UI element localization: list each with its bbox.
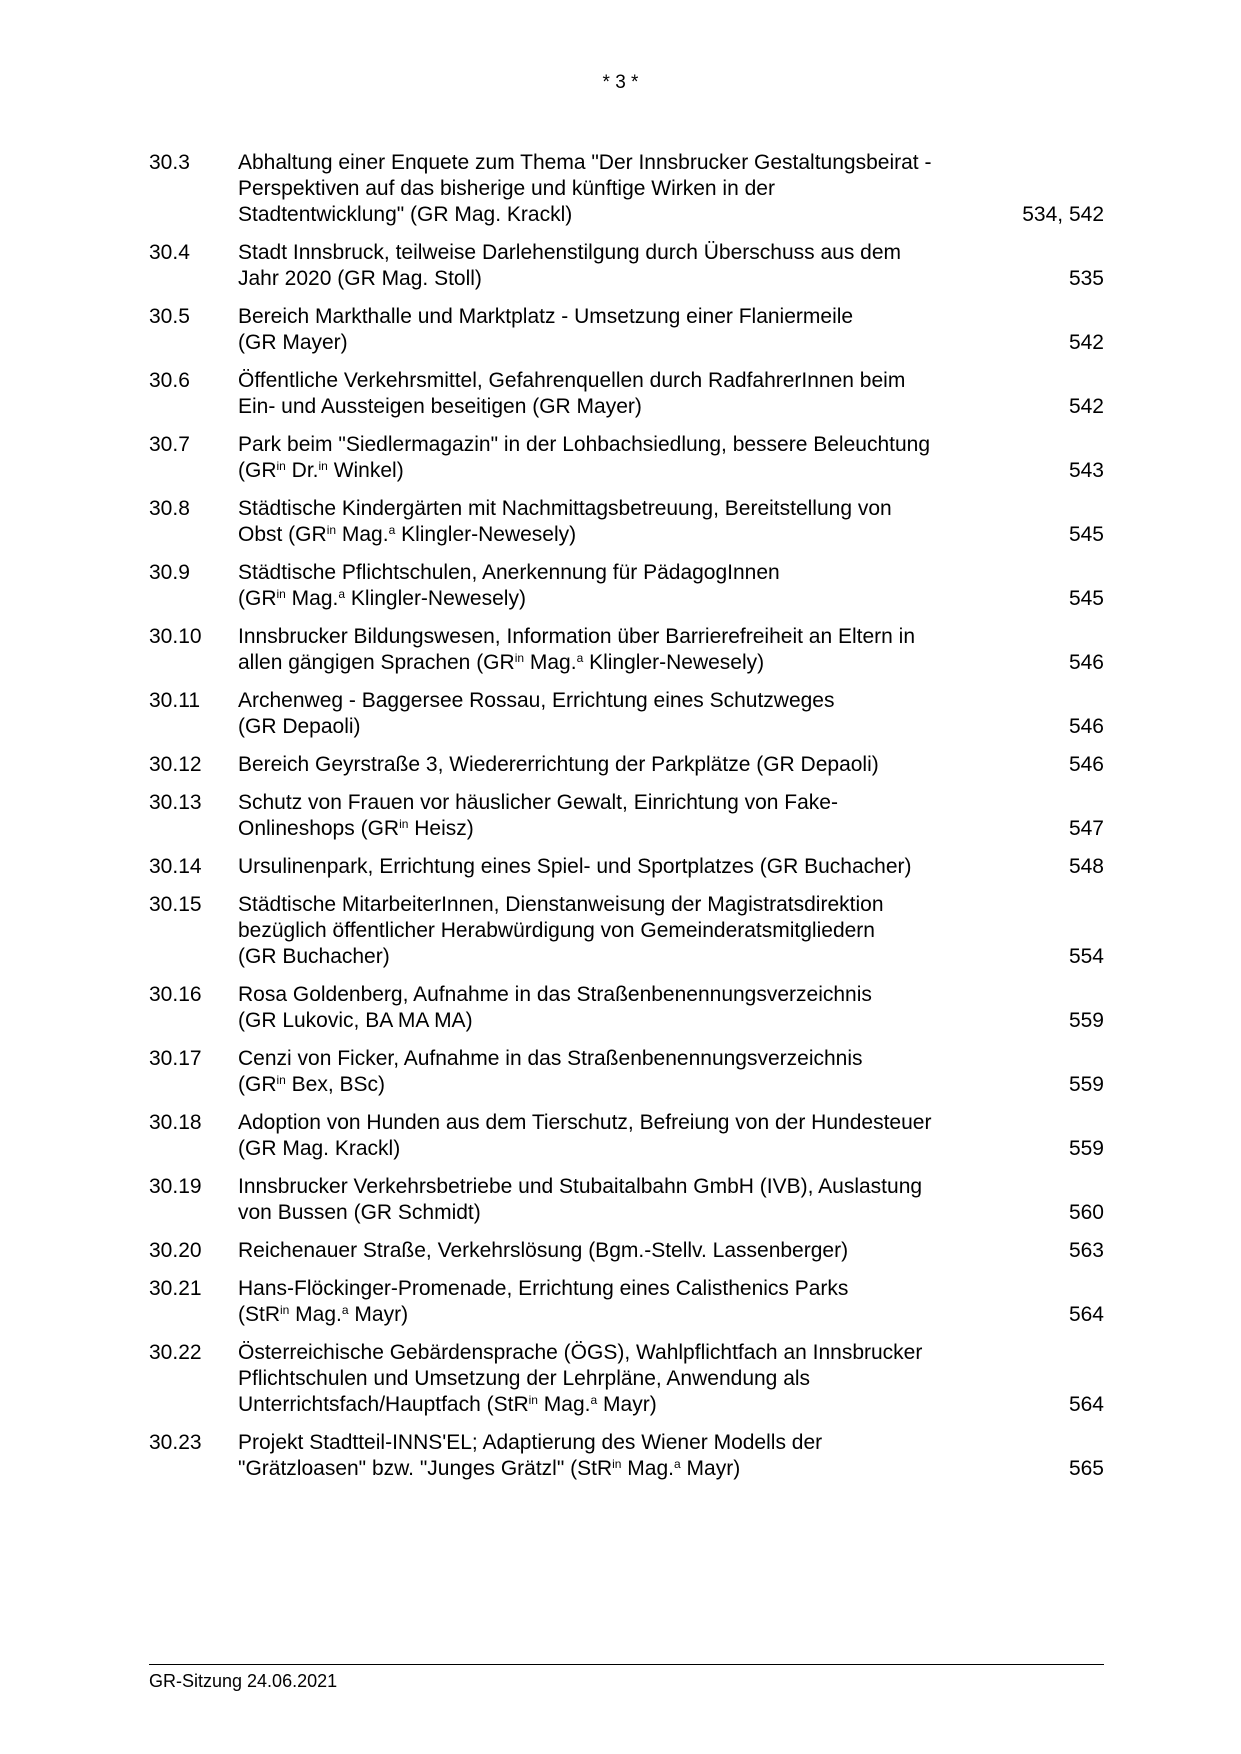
toc-entry-line: Städtische Kindergärten mit Nachmittagsbetreuung, Bereitstellung von xyxy=(238,497,892,520)
toc-entry xyxy=(149,368,1104,420)
toc-entry-page: 546 xyxy=(1068,651,1104,674)
toc-entry-page: 560 xyxy=(1068,1201,1104,1224)
toc-entry-title xyxy=(238,1430,1008,1482)
toc-entry xyxy=(149,150,1104,228)
toc-entry-page: 545 xyxy=(1068,587,1104,610)
toc-entry-title xyxy=(238,1340,1008,1418)
toc-entry-line: Städtische Pflichtschulen, Anerkennung für PädagogInnen xyxy=(238,561,780,584)
toc-entry-line: ($GR^{in}$ Mag.$^a$ Klingler-Newesely) xyxy=(238,587,526,610)
toc-entry-line: Innsbrucker Bildungswesen, Information über Barrierefreiheit an Eltern in xyxy=(238,625,916,648)
toc-entry xyxy=(149,1110,1104,1162)
toc-entry-line: Innsbrucker Verkehrsbetriebe und Stubaitalbahn GmbH (IVB), Auslastung xyxy=(238,1175,923,1198)
toc-entry-line: Städtische MitarbeiterInnen, Dienstanweisung der Magistratsdirektion xyxy=(238,893,884,916)
toc-entry-line: Abhaltung einer Enquete zum Thema "Der Innsbrucker Gestaltungsbeirat - xyxy=(238,151,932,174)
toc-entry-number: 30.14 xyxy=(149,855,202,878)
toc-entry-number: 30.10 xyxy=(149,625,202,648)
footer-divider xyxy=(149,1664,1104,1665)
toc-entry-title xyxy=(238,240,1008,292)
toc-entry-number: 30.20 xyxy=(149,1239,202,1262)
toc-entry-title xyxy=(238,560,1008,612)
toc-entry-line: Projekt Stadtteil-INNS'EL; Adaptierung des Wiener Modells der xyxy=(238,1431,823,1454)
toc-entry-line: Unterrichtsfach/Hauptfach (StR$^{in}$ Mag.$^a$ Mayr) xyxy=(238,1393,657,1416)
toc-entry-line: allen gängigen Sprachen ($GR^{in}$ Mag.$^a$ Klingler-Newesely) xyxy=(238,651,765,674)
toc-entry-line: (GR Lukovic, BA MA MA) xyxy=(238,1009,473,1032)
toc-entry-number: 30.5 xyxy=(149,305,190,328)
toc-entry xyxy=(149,1046,1104,1098)
toc-entry-title xyxy=(238,368,1008,420)
toc-entry-line: Schutz von Frauen vor häuslicher Gewalt, Einrichtung von Fake- xyxy=(238,791,838,814)
toc-entry-number: 30.19 xyxy=(149,1175,202,1198)
toc-entry-line: (GR Mayer) xyxy=(238,331,348,354)
toc-entry-line: Rosa Goldenberg, Aufnahme in das Straßenbenennungsverzeichnis xyxy=(238,983,872,1006)
toc-entry-line: Ein- und Aussteigen beseitigen (GR Mayer) xyxy=(238,395,642,418)
toc-entry xyxy=(149,1238,1104,1264)
toc-entry-title xyxy=(238,1110,1008,1162)
toc-entry-line: ($GR^{in}$ Bex, BSc) xyxy=(238,1073,386,1096)
toc-entry-page: 559 xyxy=(1068,1073,1104,1096)
toc-entry xyxy=(149,624,1104,676)
toc-entry-line: (StR$^{in}$ Mag.$^a$ Mayr) xyxy=(238,1303,409,1326)
toc-entry-title xyxy=(238,1174,1008,1226)
toc-entry xyxy=(149,1430,1104,1482)
toc-entry xyxy=(149,432,1104,484)
toc-entry xyxy=(149,752,1104,778)
toc-entry-page: 564 xyxy=(1068,1303,1104,1326)
toc-entry-line: (GR Mag. Krackl) xyxy=(238,1137,401,1160)
toc-entry-title xyxy=(238,790,1008,842)
toc-entry-line: Öffentliche Verkehrsmittel, Gefahrenquellen durch RadfahrerInnen beim xyxy=(238,369,906,392)
toc-entry-page: 563 xyxy=(1068,1239,1104,1262)
toc-entry-line: bezüglich öffentlicher Herabwürdigung von Gemeinderatsmitgliedern xyxy=(238,919,875,942)
toc-entry-number: 30.4 xyxy=(149,241,190,264)
toc-entry-page: 559 xyxy=(1068,1009,1104,1032)
toc-entry-line: Adoption von Hunden aus dem Tierschutz, Befreiung von der Hundesteuer xyxy=(238,1111,932,1134)
toc-entry-number: 30.23 xyxy=(149,1431,202,1454)
page-header: * 3 * xyxy=(602,72,639,93)
toc-entry-page: 554 xyxy=(1068,945,1104,968)
table-of-contents xyxy=(149,150,1104,1494)
toc-entry-title xyxy=(238,1046,1008,1098)
toc-entry-line: von Bussen (GR Schmidt) xyxy=(238,1201,481,1224)
toc-entry-title xyxy=(238,432,1008,484)
toc-entry-title xyxy=(238,854,1008,880)
toc-entry-number: 30.16 xyxy=(149,983,202,1006)
toc-entry-title xyxy=(238,982,1008,1034)
toc-entry-number: 30.7 xyxy=(149,433,190,456)
toc-entry-line: Ursulinenpark, Errichtung eines Spiel- und Sportplatzes (GR Buchacher) xyxy=(238,855,912,878)
footer-text: GR-Sitzung 24.06.2021 xyxy=(149,1671,338,1691)
toc-entry xyxy=(149,790,1104,842)
toc-entry-page: 535 xyxy=(1068,267,1104,290)
toc-entry xyxy=(149,560,1104,612)
toc-entry-line: Hans-Flöckinger-Promenade, Errichtung eines Calisthenics Parks xyxy=(238,1277,849,1300)
toc-entry-title xyxy=(238,688,1008,740)
toc-entry xyxy=(149,1340,1104,1418)
toc-entry-line: Onlineshops ($GR^{in}$ Heisz) xyxy=(238,817,474,840)
toc-entry-line: Park beim "Siedlermagazin" in der Lohbachsiedlung, bessere Beleuchtung xyxy=(238,433,930,456)
toc-entry xyxy=(149,304,1104,356)
toc-entry-line: Archenweg - Baggersee Rossau, Errichtung eines Schutzweges xyxy=(238,689,835,712)
toc-entry-title xyxy=(238,496,1008,548)
toc-entry-number: 30.9 xyxy=(149,561,190,584)
toc-entry-title xyxy=(238,624,1008,676)
toc-entry-page: 565 xyxy=(1068,1457,1104,1480)
toc-entry-line: Perspektiven auf das bisherige und künftige Wirken in der xyxy=(238,177,775,200)
toc-entry-number: 30.6 xyxy=(149,369,190,392)
toc-entry-page: 545 xyxy=(1068,523,1104,546)
toc-entry-title xyxy=(238,1238,1008,1264)
toc-entry-number: 30.3 xyxy=(149,151,190,174)
toc-entry-line: "Grätzloasen" bzw. "Junges Grätzl" (StR$^{in}$ Mag.$^a$ Mayr) xyxy=(238,1457,741,1480)
toc-entry-line: Jahr 2020 (GR Mag. Stoll) xyxy=(238,267,482,290)
toc-entry-page: 548 xyxy=(1068,855,1104,878)
toc-entry-title xyxy=(238,150,1008,228)
toc-entry-line: Stadt Innsbruck, teilweise Darlehenstilgung durch Überschuss aus dem xyxy=(238,241,902,264)
toc-entry-page: 534, 542 xyxy=(1022,203,1104,226)
toc-entry-line: (GR Buchacher) xyxy=(238,945,390,968)
toc-entry-number: 30.15 xyxy=(149,893,202,916)
toc-entry-line: Pflichtschulen und Umsetzung der Lehrpläne, Anwendung als xyxy=(238,1367,811,1390)
toc-entry xyxy=(149,982,1104,1034)
toc-entry-number: 30.13 xyxy=(149,791,202,814)
toc-entry-line: Österreichische Gebärdensprache (ÖGS), Wahlpflichtfach an Innsbrucker xyxy=(238,1341,923,1364)
toc-entry-number: 30.11 xyxy=(149,689,200,712)
toc-entry-line: (GR Depaoli) xyxy=(238,715,361,738)
toc-entry xyxy=(149,688,1104,740)
toc-entry-number: 30.22 xyxy=(149,1341,202,1364)
toc-entry-page: 564 xyxy=(1068,1393,1104,1416)
toc-entry-line: Reichenauer Straße, Verkehrslösung (Bgm.-Stellv. Lassenberger) xyxy=(238,1239,849,1262)
toc-entry-number: 30.21 xyxy=(149,1277,202,1300)
toc-entry-number: 30.12 xyxy=(149,753,202,776)
toc-entry-title xyxy=(238,304,1008,356)
toc-entry-number: 30.8 xyxy=(149,497,190,520)
toc-entry-line: Bereich Geyrstraße 3, Wiedererrichtung der Parkplätze (GR Depaoli) xyxy=(238,753,879,776)
toc-entry-page: 547 xyxy=(1068,817,1104,840)
toc-entry-title xyxy=(238,1276,1008,1328)
toc-entry-title xyxy=(238,752,1008,778)
toc-entry-line: Bereich Markthalle und Marktplatz - Umsetzung einer Flaniermeile xyxy=(238,305,854,328)
toc-entry-title xyxy=(238,892,1008,970)
toc-entry-page: 559 xyxy=(1068,1137,1104,1160)
toc-entry xyxy=(149,240,1104,292)
toc-entry-line: Cenzi von Ficker, Aufnahme in das Straßenbenennungsverzeichnis xyxy=(238,1047,863,1070)
toc-entry-page: 543 xyxy=(1068,459,1104,482)
toc-entry-page: 546 xyxy=(1068,715,1104,738)
toc-entry-line: ($GR^{in}$ Dr.$^{in}$ Winkel) xyxy=(238,459,404,482)
toc-entry-page: 546 xyxy=(1068,753,1104,776)
toc-entry xyxy=(149,496,1104,548)
toc-entry-line: Stadtentwicklung" (GR Mag. Krackl) xyxy=(238,203,573,226)
toc-entry-number: 30.18 xyxy=(149,1111,202,1134)
toc-entry xyxy=(149,854,1104,880)
toc-entry xyxy=(149,1174,1104,1226)
toc-entry-page: 542 xyxy=(1068,331,1104,354)
toc-entry xyxy=(149,1276,1104,1328)
toc-entry-number: 30.17 xyxy=(149,1047,202,1070)
toc-entry xyxy=(149,892,1104,970)
toc-entry-page: 542 xyxy=(1068,395,1104,418)
toc-entry-line: Obst ($GR^{in}$ Mag.$^a$ Klingler-Newesely) xyxy=(238,523,577,546)
